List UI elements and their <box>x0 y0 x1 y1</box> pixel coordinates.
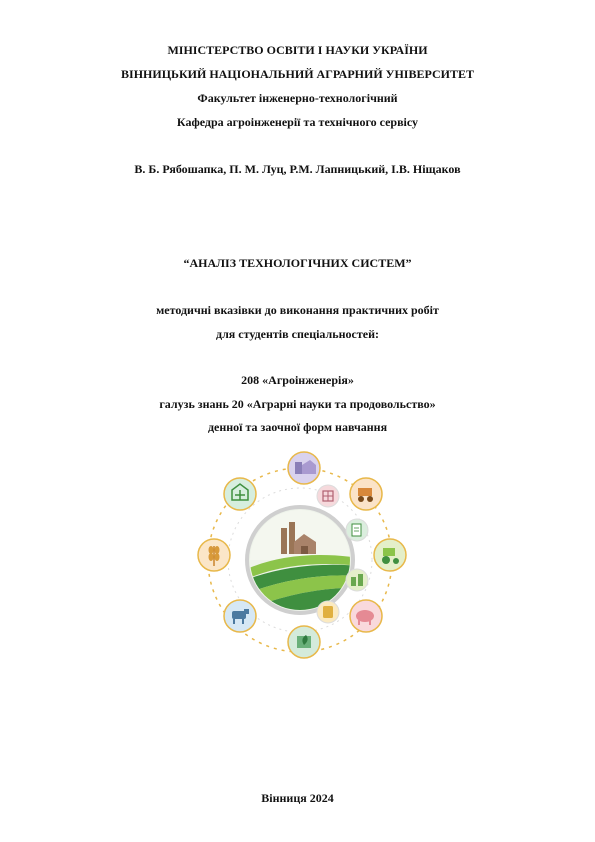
subtitle-line-1: методичні вказівки до виконання практичних робіт <box>156 303 439 317</box>
pig-icon <box>350 600 382 632</box>
plant-puzzle-icon <box>288 626 320 658</box>
faculty-name: Факультет інженерно-технологічний <box>197 91 398 105</box>
document-icon <box>346 519 368 541</box>
city-year: Вінниця 2024 <box>261 791 334 805</box>
harvester-icon <box>350 478 382 510</box>
ministry-name: МІНІСТЕРСТВО ОСВІТИ І НАУКИ УКРАЇНИ <box>167 43 428 57</box>
specialty-code: 208 «Агроінженерія» <box>241 373 354 387</box>
wheat-icon <box>198 539 230 571</box>
cow-icon <box>224 600 256 632</box>
university-name: ВІННИЦЬКИЙ НАЦІОНАЛЬНИЙ АГРАРНИЙ УНІВЕРСИТЕТ <box>121 67 474 81</box>
department-name: Кафедра агроінженерії та технічного сервісу <box>176 115 419 129</box>
container-icon <box>317 601 339 623</box>
farm-scene-icon <box>240 500 360 620</box>
greenhouse-icon <box>224 478 256 510</box>
tractor-icon <box>374 539 406 571</box>
farm-buildings-icon <box>288 452 320 484</box>
windows-icon <box>317 485 339 507</box>
specialty-field: галузь знань 20 «Аграрні науки та продовольство» <box>159 397 436 411</box>
study-form: денної та заочної форм навчання <box>207 420 388 434</box>
agriculture-emblem <box>180 440 420 680</box>
subtitle-line-2: для студентів спеціальностей: <box>216 327 379 341</box>
silo-icon <box>346 569 368 591</box>
document-title: “АНАЛІЗ ТЕХНОЛОГІЧНИХ СИСТЕМ” <box>183 256 412 270</box>
authors: В. Б. Рябошапка, П. М. Луц, Р.М. Лапницький, І.В. Ніщаков <box>134 162 461 176</box>
